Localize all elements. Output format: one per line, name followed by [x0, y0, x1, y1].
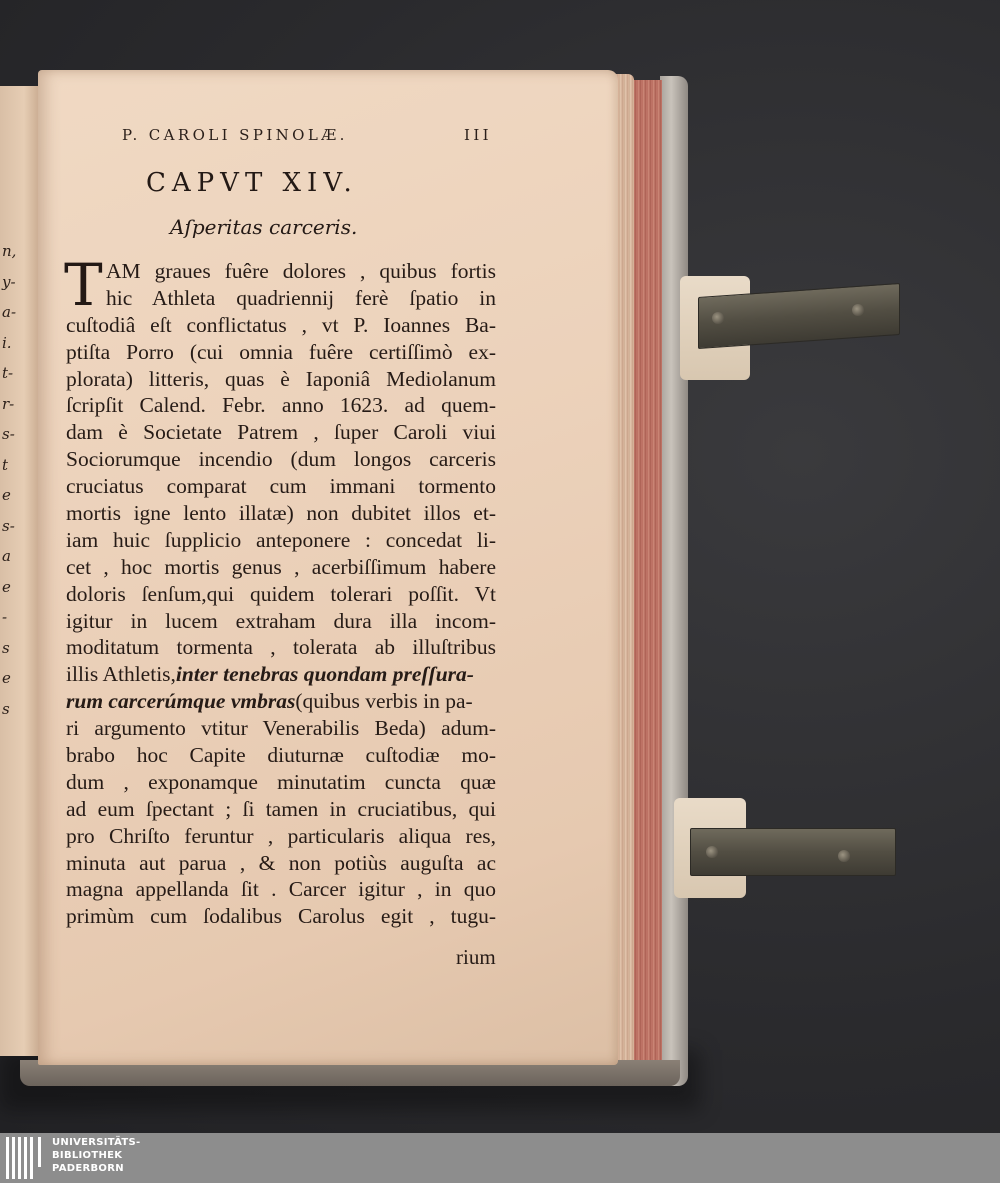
text-line: ad eum ſpectant ; ſi tamen in cruciatibus, qui	[66, 796, 496, 821]
text-line: cet , hoc mortis genus , acerbiſſimum habere	[66, 554, 496, 579]
text-line: cruciatus comparat cum immani tormento	[66, 474, 496, 499]
text-line: igitur in lucem extraham dura illa incom-	[66, 608, 496, 633]
left-page-fragment: e	[2, 669, 11, 687]
text-line: ri argumento vtitur Venerabilis Beda) adum-	[66, 716, 496, 741]
text-line: plorata) litteris, quas è Iaponiâ Mediolanum	[66, 366, 496, 391]
text-line: cuſtodiâ eſt conflictatus , vt P. Ioannes Ba-	[66, 312, 496, 337]
text-line: minuta aut parua , & non potiùs auguſta ac	[66, 850, 496, 875]
text-span: illis Athletis,	[66, 662, 176, 687]
lower-clasp-metal	[690, 828, 896, 876]
text-line: dam è Societate Patrem , ſuper Caroli viui	[66, 420, 496, 445]
text-line: iam huic ſupplicio anteponere : concedat li-	[66, 527, 496, 552]
left-page-fragment: -	[2, 608, 8, 626]
left-page-fragment: n,	[2, 242, 17, 260]
text-span: (quibus verbis in pa-	[295, 689, 473, 714]
text-line: primùm cum ſodalibus Carolus egit , tugu-	[66, 904, 496, 929]
library-name-line-3: PADERBORN	[52, 1163, 124, 1174]
lower-clasp-rivet	[706, 846, 718, 858]
body-text	[64, 251, 496, 930]
text-span: inter tenebras quondam preſſura-	[175, 662, 474, 687]
left-page	[0, 86, 42, 1056]
left-page-fragment: a-	[2, 303, 17, 321]
left-page-fragment: y-	[2, 272, 16, 291]
upper-clasp-rivet	[712, 312, 724, 324]
chapter-heading: CAPVT XIV.	[146, 168, 358, 198]
page-number: III	[464, 126, 492, 144]
text-line	[66, 688, 496, 715]
chapter-subtitle: Aſperitas carceris.	[170, 215, 358, 239]
left-page-fragment: s-	[2, 516, 15, 535]
left-page-fragment: t-	[2, 364, 14, 382]
left-page-fragment: e	[2, 486, 11, 504]
text-line	[66, 661, 496, 688]
text-line: magna appellanda ſit . Carcer igitur , in quo	[66, 877, 496, 902]
text-line: mortis igne lento illatæ) non dubitet illos et-	[66, 501, 496, 526]
text-line: moditatum tormenta , tolerata ab illuſtribus	[66, 635, 496, 660]
red-page-edges	[632, 80, 662, 1070]
text-line: doloris ſenſum,qui quidem tolerari poſſit. Vt	[66, 581, 496, 606]
text-line: pro Chriſto feruntur , particularis aliqua res,	[66, 823, 496, 848]
back-cover	[660, 76, 688, 1086]
left-page-fragment: e	[2, 577, 11, 596]
left-page-fragment: a	[2, 547, 11, 565]
upper-clasp-rivet	[852, 304, 864, 316]
running-title: P. CAROLI SPINOLÆ.	[122, 126, 348, 144]
footer-bar	[0, 1133, 1000, 1183]
left-page-text-fragments	[2, 236, 16, 724]
left-page-fragment: s-	[2, 425, 15, 443]
library-logo-icon	[6, 1135, 46, 1181]
text-line: ſcripſit Calend. Febr. anno 1623. ad quem-	[66, 393, 496, 418]
left-page-fragment: t	[2, 455, 9, 474]
left-page-fragment: i.	[2, 333, 12, 352]
catchword: rium	[456, 945, 496, 969]
running-header	[122, 126, 492, 144]
left-page-fragment: s	[2, 699, 10, 718]
text-line: Sociorumque incendio (dum longos carceris	[66, 447, 496, 472]
library-name-line-2: BIBLIOTHEK	[52, 1150, 123, 1161]
text-line: brabo hoc Capite diuturnæ cuſtodiæ mo-	[66, 743, 496, 768]
left-page-fragment: s	[2, 638, 10, 657]
lower-clasp-rivet	[838, 850, 850, 862]
library-name	[52, 1136, 141, 1175]
text-line: ptiſta Porro (cui omnia fuêre certiſſimò ex-	[66, 339, 496, 364]
text-line: AM graues fuêre dolores , quibus fortis	[106, 259, 496, 283]
library-name-line-1: UNIVERSITÄTS-	[52, 1137, 141, 1148]
text-line: dum , exponamque minutatim cuncta quæ	[66, 769, 496, 794]
text-span: rum carcerúmque vmbras	[66, 689, 296, 714]
text-line: hic Athleta quadriennij ferè ſpatio in	[106, 285, 496, 310]
left-page-fragment: r-	[2, 394, 15, 413]
drop-cap: T	[64, 251, 103, 319]
